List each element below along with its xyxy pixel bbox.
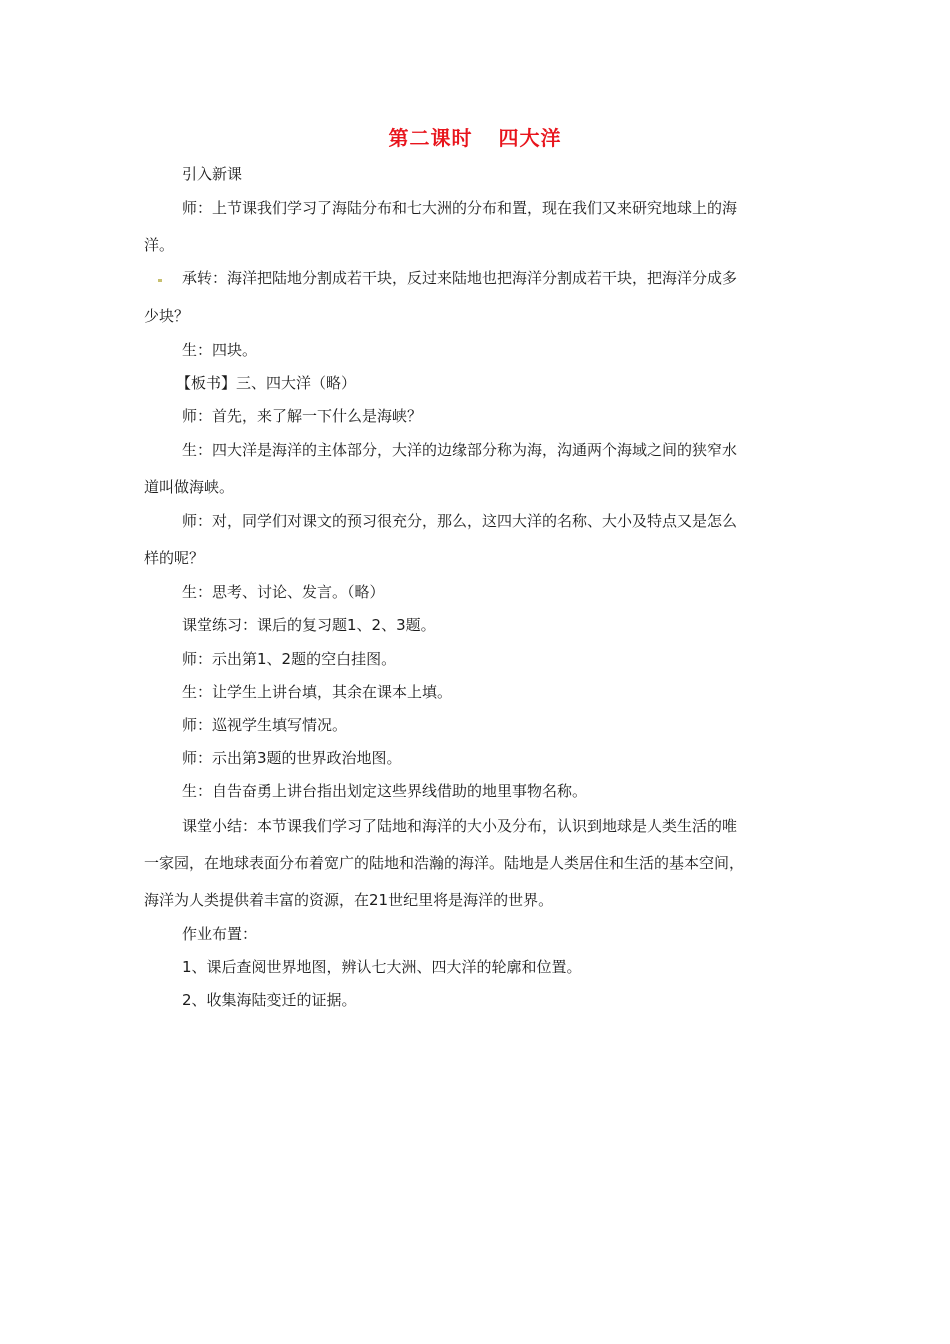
paragraph-line: 海洋为人类提供着丰富的资源，在21世纪里将是海洋的世界。	[144, 891, 554, 909]
paragraph-line: 课堂练习：课后的复习题1、2、3题。	[182, 616, 436, 634]
paragraph-line: 1、课后查阅世界地图，辨认七大洲、四大洋的轮廓和位置。	[182, 958, 582, 976]
paragraph-line: 师：巡视学生填写情况。	[182, 716, 348, 734]
page-title	[0, 124, 950, 152]
title-lesson: 第二课时	[388, 126, 473, 150]
paragraph-line: 师：示出第1、2题的空白挂图。	[182, 650, 397, 668]
paragraph-line: 生：四大洋是海洋的主体部分，大洋的边缘部分称为海，沟通两个海域之间的狭窄水	[182, 441, 738, 459]
ink-mark	[158, 279, 162, 282]
paragraph-line: 课堂小结：本节课我们学习了陆地和海洋的大小及分布，认识到地球是人类生活的唯	[182, 817, 738, 835]
paragraph-line: 师：上节课我们学习了海陆分布和七大洲的分布和置，现在我们又来研究地球上的海	[182, 199, 738, 217]
paragraph-line: 作业布置：	[182, 925, 258, 943]
title-topic: 四大洋	[498, 126, 562, 150]
paragraph-line: 生：思考、讨论、发言。（略）	[182, 583, 385, 601]
paragraph-line: 生：让学生上讲台填，其余在课本上填。	[182, 683, 453, 701]
paragraph-line: 少块？	[144, 307, 190, 325]
paragraph-line: 师：对，同学们对课文的预习很充分，那么，这四大洋的名称、大小及特点又是怎么	[182, 512, 738, 530]
paragraph-line: 2、收集海陆变迁的证据。	[182, 991, 357, 1009]
paragraph-line: 生：自告奋勇上讲台指出划定这些界线借助的地里事物名称。	[182, 782, 588, 800]
paragraph-line: 洋。	[144, 236, 175, 254]
paragraph-line: 承转：海洋把陆地分割成若干块，反过来陆地也把海洋分割成若干块，把海洋分成多	[182, 269, 738, 287]
paragraph-line: 样的呢？	[144, 549, 205, 567]
paragraph-line: 师：首先，来了解一下什么是海峡？	[182, 407, 423, 425]
paragraph-line: 引入新课	[182, 165, 243, 183]
paragraph-line: 道叫做海峡。	[144, 478, 235, 496]
paragraph-line: 一家园，在地球表面分布着宽广的陆地和浩瀚的海洋。陆地是人类居住和生活的基本空间，	[144, 854, 745, 872]
paragraph-line: 生：四块。	[182, 341, 258, 359]
paragraph-line: 【板书】三、四大洋（略）	[176, 374, 357, 392]
paragraph-line: 师：示出第3题的世界政治地图。	[182, 749, 402, 767]
